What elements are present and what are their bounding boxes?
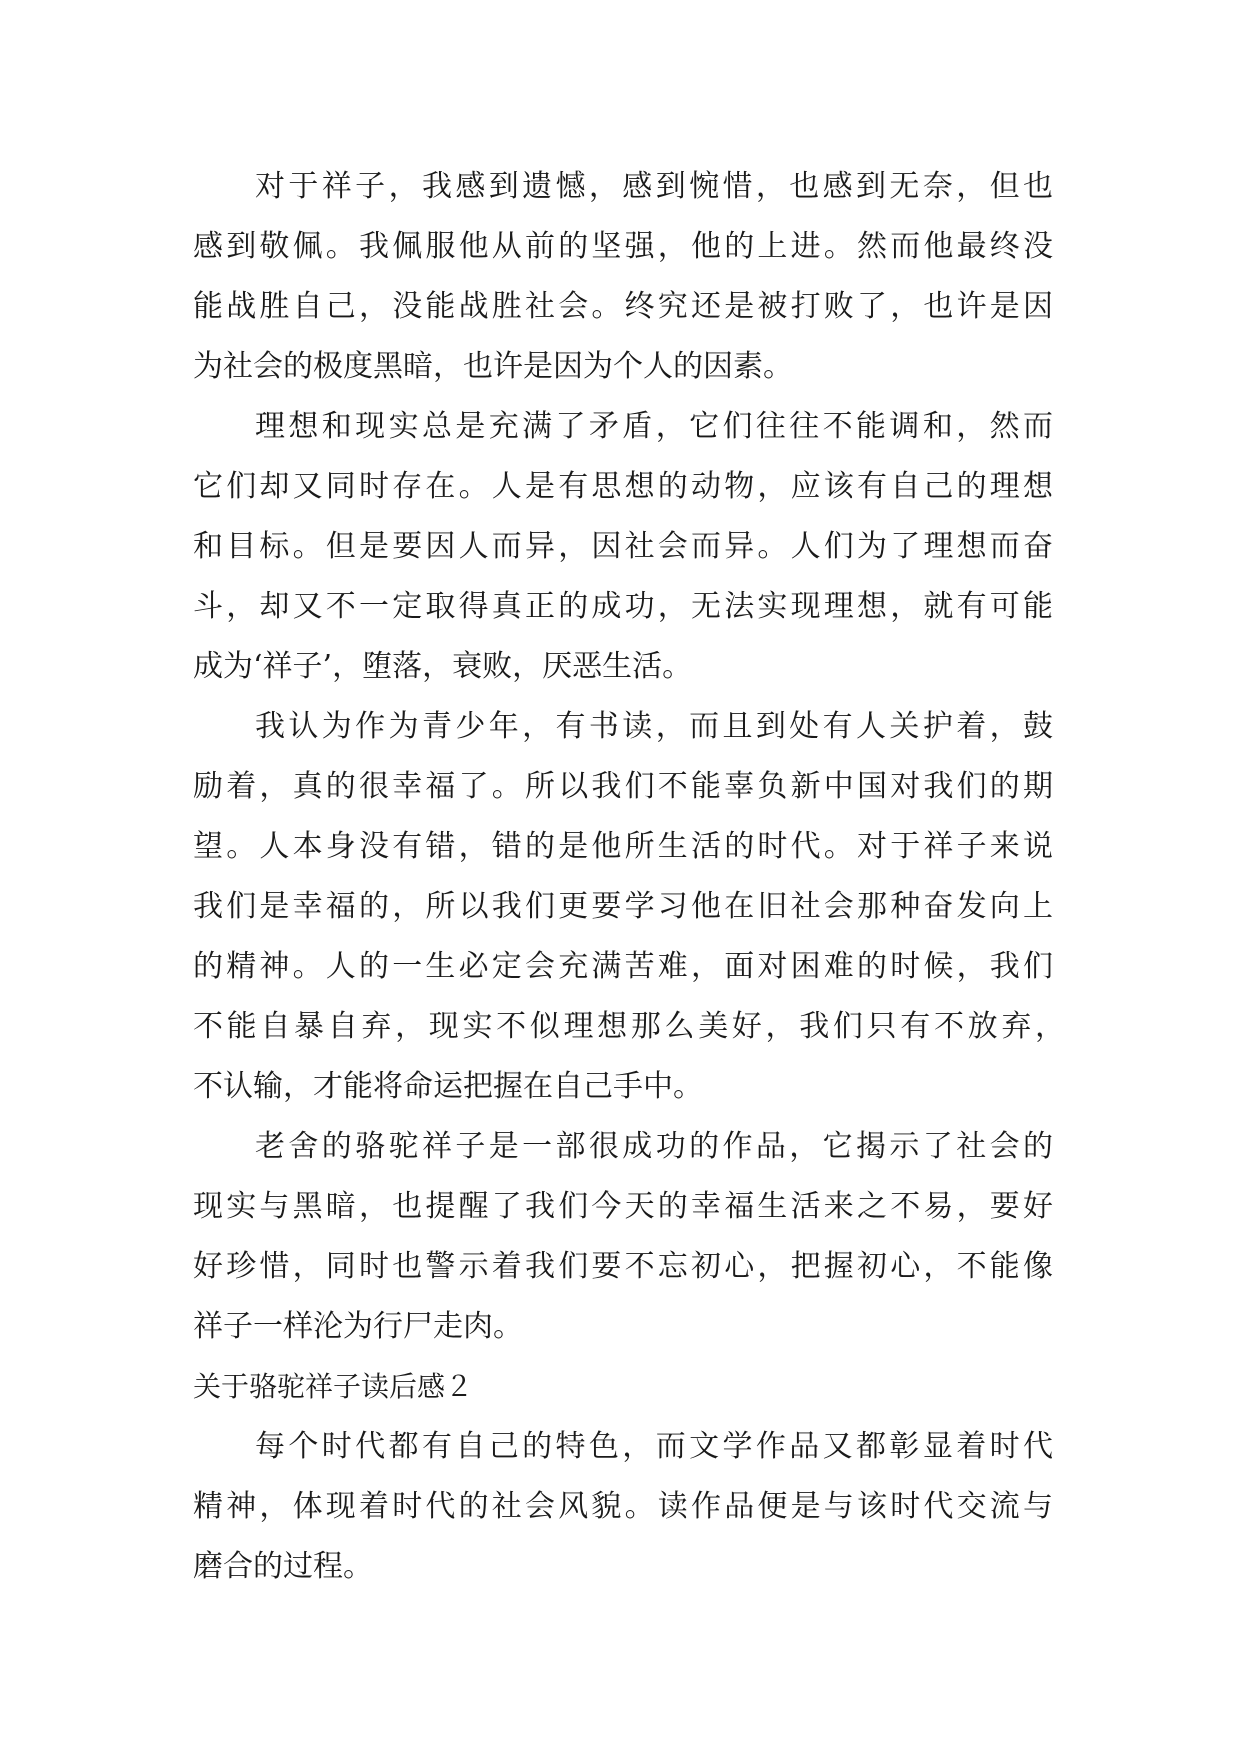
paragraph-5-line-3: 磨合的过程。 xyxy=(193,1549,373,1584)
paragraph-2-line-4: 斗，却又不一定取得真正的成功，无法实现理想，就有可能 xyxy=(193,589,1053,624)
paragraph-4-line-2: 现实与黑暗，也提醒了我们今天的幸福生活来之不易，要好 xyxy=(193,1189,1053,1224)
paragraph-5-line-1: 每个时代都有自己的特色，而文学作品又都彰显着时代 xyxy=(255,1429,1053,1464)
paragraph-3-line-3: 望。人本身没有错，错的是他所生活的时代。对于祥子来说 xyxy=(193,829,1053,864)
paragraph-2-line-2: 它们却又同时存在。人是有思想的动物，应该有自己的理想 xyxy=(193,469,1053,504)
paragraph-1-line-1: 对于祥子，我感到遗憾，感到惋惜，也感到无奈，但也 xyxy=(255,169,1053,204)
paragraph-5-line-2: 精神，体现着时代的社会风貌。读作品便是与该时代交流与 xyxy=(193,1489,1053,1524)
section-heading: 关于骆驼祥子读后感２ xyxy=(193,1370,474,1403)
paragraph-3-line-5: 的精神。人的一生必定会充满苦难，面对困难的时候，我们 xyxy=(193,949,1053,984)
paragraph-3-line-4: 我们是幸福的，所以我们更要学习他在旧社会那种奋发向上 xyxy=(193,889,1053,924)
paragraph-1-line-3: 能战胜自己，没能战胜社会。终究还是被打败了，也许是因 xyxy=(193,289,1053,324)
paragraph-1-line-2: 感到敬佩。我佩服他从前的坚强，他的上进。然而他最终没 xyxy=(193,229,1053,264)
paragraph-2-line-1: 理想和现实总是充满了矛盾，它们往往不能调和，然而 xyxy=(255,409,1053,444)
paragraph-3-line-1: 我认为作为青少年，有书读，而且到处有人关护着，鼓 xyxy=(255,709,1053,744)
paragraph-3-line-2: 励着，真的很幸福了。所以我们不能辜负新中国对我们的期 xyxy=(193,769,1053,804)
paragraph-2-line-3: 和目标。但是要因人而异，因社会而异。人们为了理想而奋 xyxy=(193,529,1053,564)
paragraph-3-line-7: 不认输，才能将命运把握在自己手中。 xyxy=(193,1069,703,1104)
paragraph-1-line-4: 为社会的极度黑暗，也许是因为个人的因素。 xyxy=(193,349,793,384)
paragraph-4-line-1: 老舍的骆驼祥子是一部很成功的作品，它揭示了社会的 xyxy=(255,1129,1053,1164)
paragraph-4-line-4: 祥子一样沦为行尸走肉。 xyxy=(193,1309,523,1344)
paragraph-2-line-5: 成为‘祥子’，堕落，衰败，厌恶生活。 xyxy=(193,649,693,684)
paragraph-3-line-6: 不能自暴自弃，现实不似理想那么美好，我们只有不放弃， xyxy=(193,1009,1065,1044)
paragraph-4-line-3: 好珍惜，同时也警示着我们要不忘初心，把握初心，不能像 xyxy=(193,1249,1053,1284)
